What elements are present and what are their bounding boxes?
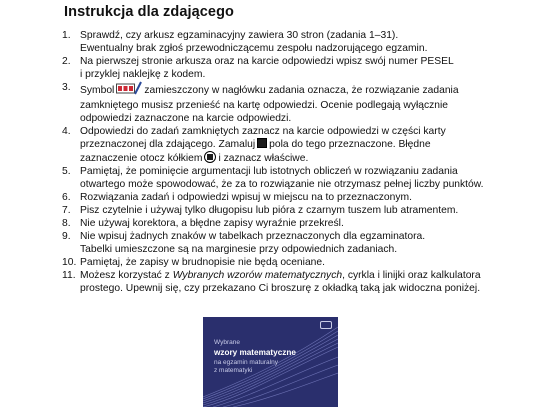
item-text: Pamiętaj, że zapisy w brudnopisie nie będą oceniane.	[80, 257, 325, 268]
item-number: 2.	[62, 56, 71, 67]
item-text: Odpowiedzi do zadań zamkniętych zaznacz na karcie odpowiedzi w części karty	[80, 126, 446, 137]
filled-box-icon	[257, 138, 267, 148]
item-text: Nie używaj korektora, a błędne zapisy wyraźnie przekreśl.	[80, 218, 344, 229]
item-text	[80, 138, 532, 151]
cover-line: na egzamin maturalny	[214, 359, 278, 366]
item-number: 10.	[62, 257, 77, 268]
item-text: pola do tego przeznaczone. Błędne	[269, 139, 431, 150]
list-item	[62, 29, 532, 55]
item-number: 5.	[62, 166, 71, 177]
item-text: Symbol	[80, 85, 115, 96]
item-text: i zaznacz właściwe.	[218, 153, 309, 164]
item-number: 9.	[62, 231, 71, 242]
item-number: 1.	[62, 30, 71, 41]
list-item	[62, 125, 532, 165]
list-item	[62, 230, 532, 256]
list-item	[62, 55, 532, 81]
page-title: Instrukcja dla zdającego	[64, 4, 235, 20]
item-text: otwartego może spowodować, że za to rozwiązanie nie otrzymasz pełnej liczby punktów.	[80, 179, 484, 190]
item-text	[80, 151, 532, 165]
instruction-list	[62, 29, 532, 295]
cover-line: z matematyki	[214, 367, 253, 374]
item-text: zamieszczony w nagłówku zadania oznacza, że rozwiązanie zadania	[144, 85, 459, 96]
item-text: odpowiedzi zaznaczone na karcie odpowiedzi.	[80, 113, 292, 124]
item-text: Tabelki umieszczone są na marginesie przy odpowiednich zadaniach.	[80, 244, 398, 255]
item-number: 7.	[62, 205, 71, 216]
item-text: zaznaczenie otocz kółkiem	[80, 153, 203, 164]
item-text	[80, 269, 532, 282]
list-item	[62, 217, 532, 230]
item-text: , cyrkla i linijki oraz kalkulatora	[342, 270, 481, 281]
item-text: Ewentualny brak zgłoś przewodniczącemu zespołu nadzorującego egzamin.	[80, 43, 428, 54]
item-text: Sprawdź, czy arkusz egzaminacyjny zawiera 30 stron (zadania 1–31).	[80, 30, 399, 41]
publisher-logo-icon	[320, 321, 332, 329]
item-text: Pamiętaj, że pominięcie argumentacji lub istotnych obliczeń w rozwiązaniu zadania	[80, 166, 458, 177]
brochure-title: Wybranych wzorów matematycznych	[172, 270, 343, 281]
brochure-cover-image	[203, 317, 338, 407]
item-text: Nie wpisuj żadnych znaków w tabelkach przeznaczonych dla egzaminatora.	[80, 231, 426, 242]
list-item	[62, 81, 532, 125]
cover-title: wzory matematyczne	[214, 348, 296, 357]
cover-line: Wybrane	[214, 339, 240, 346]
item-number: 11.	[62, 270, 76, 281]
item-text: Możesz korzystać z	[80, 270, 173, 281]
list-item	[62, 256, 532, 269]
item-text: zamkniętego musisz przenieść na kartę odpowiedzi. Ocenie podlegają wyłącznie	[80, 100, 449, 111]
item-text	[80, 81, 532, 99]
item-text: i przyklej naklejkę z kodem.	[80, 69, 206, 80]
circled-box-icon	[204, 151, 216, 163]
item-text: prostego. Upewnij się, czy przekazano Ci broszurę z okładką taką jak widoczna poniżej.	[80, 283, 481, 294]
item-number: 3.	[62, 82, 71, 93]
list-item	[62, 204, 532, 217]
cover-subtitle	[214, 359, 294, 375]
item-text: Pisz czytelnie i używaj tylko długopisu lub pióra z czarnym tuszem lub atramentem.	[80, 205, 459, 216]
item-text: Na pierwszej stronie arkusza oraz na karcie odpowiedzi wpisz swój numer PESEL	[80, 56, 454, 67]
item-number: 6.	[62, 192, 71, 203]
list-item	[62, 191, 532, 204]
item-number: 4.	[62, 126, 71, 137]
checkbox-card-symbol-icon	[116, 81, 142, 99]
list-item	[62, 165, 532, 191]
list-item	[62, 269, 532, 295]
item-number: 8.	[62, 218, 71, 229]
item-text: przeznaczonej dla zdającego. Zamaluj	[80, 139, 256, 150]
item-text: Rozwiązania zadań i odpowiedzi wpisuj w miejscu na to przeznaczonym.	[80, 192, 412, 203]
